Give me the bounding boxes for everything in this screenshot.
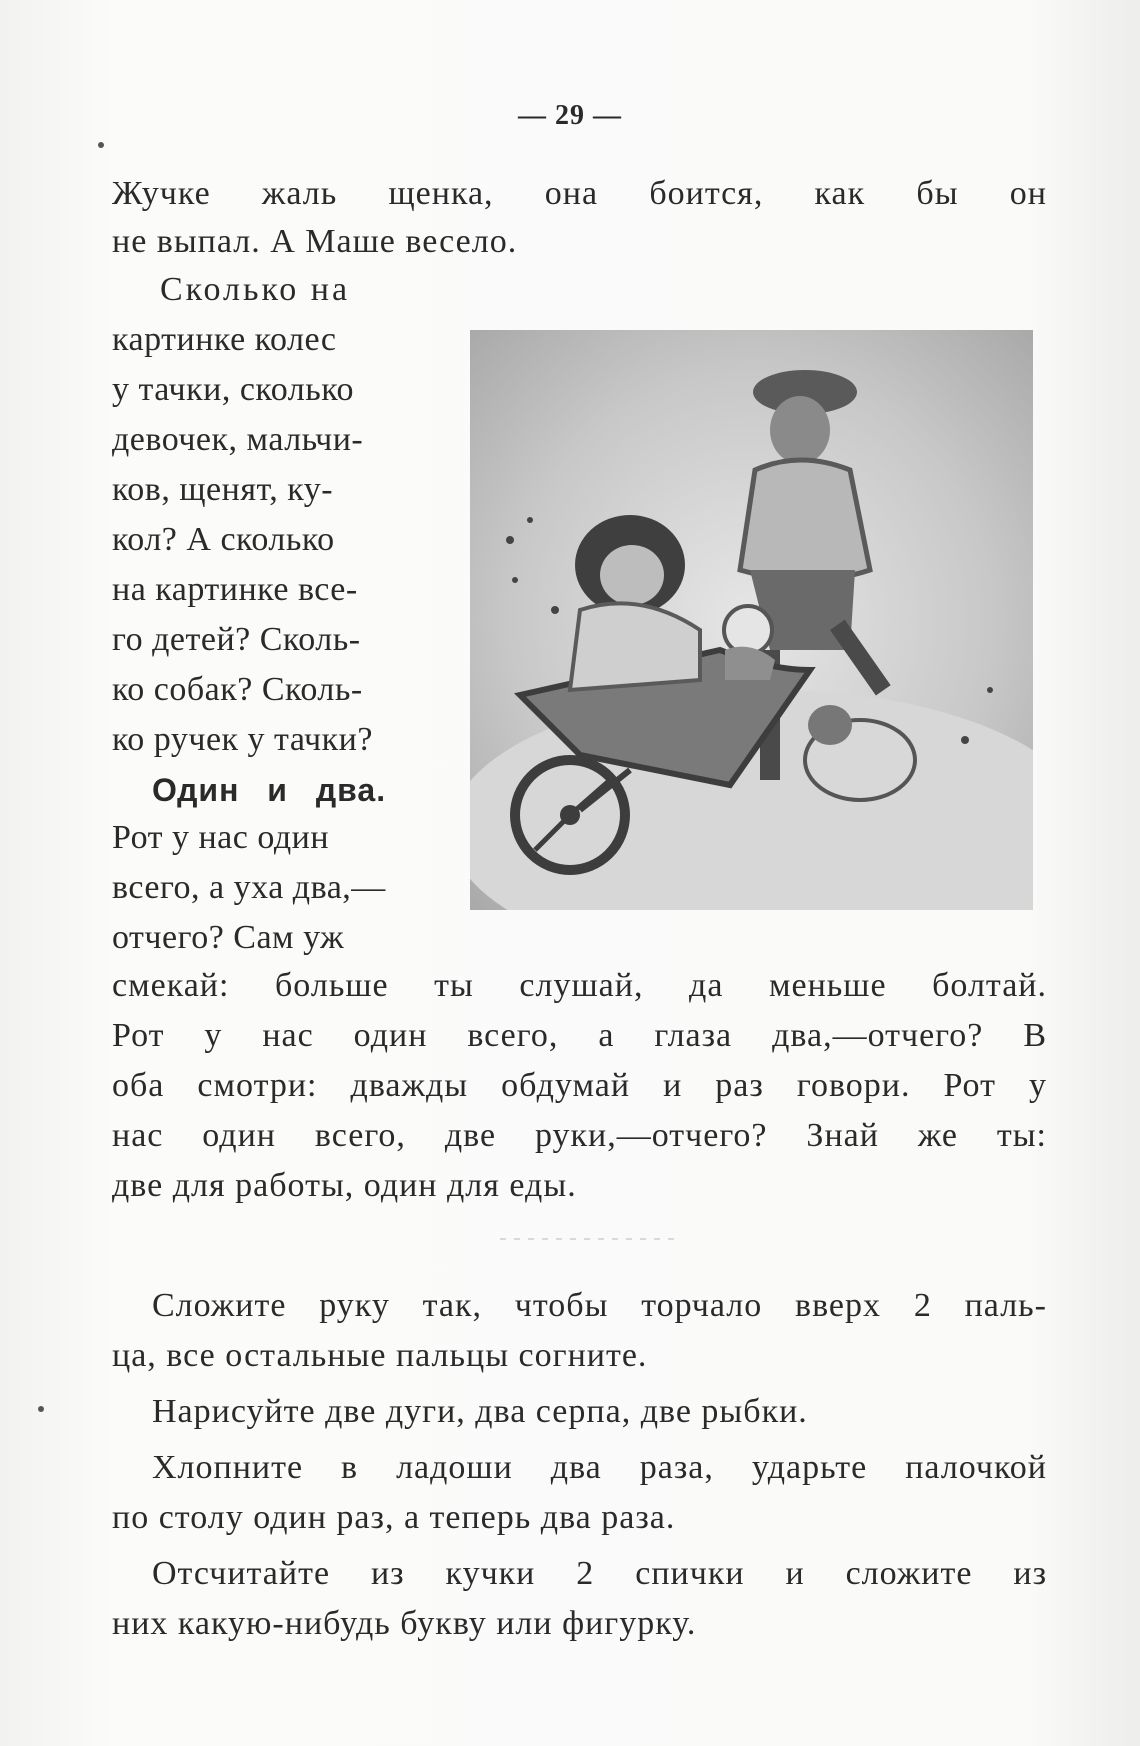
- exercise-line: них какую-нибудь букву или фигурку.: [112, 1605, 697, 1642]
- print-speck: [38, 1406, 44, 1412]
- paragraph-line: нас один всего, две руки,—отчего? Знай же ты:: [112, 1117, 1047, 1154]
- paragraph-line: не выпал. А Маше весело.: [112, 223, 518, 260]
- paragraph-line: оба смотри: дважды обдумай и раз говори. Рот у: [112, 1067, 1047, 1104]
- paragraph-line: у тачки, сколько: [112, 371, 355, 408]
- exercise-line: Отсчитайте из кучки 2 спички и сложите из: [152, 1555, 1047, 1592]
- paragraph-line: девочек, мальчи-: [112, 421, 364, 458]
- exercise-line: по столу один раз, а теперь два раза.: [112, 1499, 676, 1536]
- page-number: — 29 —: [518, 100, 622, 131]
- exercise-line: Сложите руку так, чтобы торчало вверх 2 паль-: [152, 1287, 1047, 1324]
- paragraph-line: отчего? Сам уж: [112, 919, 345, 956]
- paragraph-line: Рот у нас один всего, а глаза два,—отчего? В: [112, 1017, 1047, 1054]
- doll-figure: [724, 606, 775, 680]
- paragraph-line: Рот у нас один: [112, 819, 330, 856]
- exercise-line: Хлопните в ладоши два раза, ударьте палочкой: [152, 1449, 1047, 1486]
- exercise-line: ца, все остальные пальцы согните.: [112, 1337, 648, 1374]
- paragraph-line: ко собак? Сколь-: [112, 671, 363, 708]
- paragraph-line: ков, щенят, ку-: [112, 471, 334, 508]
- paragraph-line: Жучке жаль щенка, она боится, как бы он: [112, 175, 1047, 212]
- paragraph-line: всего, а уха два,—: [112, 869, 386, 906]
- paragraph-line: смекай: больше ты слушай, да меньше болтай.: [112, 967, 1047, 1004]
- section-heading: Один и два.: [152, 772, 387, 808]
- paragraph-line: го детей? Сколь-: [112, 621, 361, 658]
- paragraph-line: Сколько на: [160, 271, 351, 308]
- exercise-line: Нарисуйте две дуги, два серпа, две рыбки.: [152, 1393, 808, 1430]
- paragraph-line: ко ручек у тачки?: [112, 721, 373, 758]
- separator: [500, 1238, 680, 1240]
- paragraph-line: картинке колес: [112, 321, 337, 358]
- girl-figure: [570, 515, 700, 690]
- paragraph-line: кол? А сколько: [112, 521, 335, 558]
- paragraph-line: две для работы, один для еды.: [112, 1167, 577, 1204]
- paragraph-line: на картинке все-: [112, 571, 358, 608]
- illustration-children-wheelbarrow: [470, 330, 1033, 910]
- print-speck: [98, 142, 104, 148]
